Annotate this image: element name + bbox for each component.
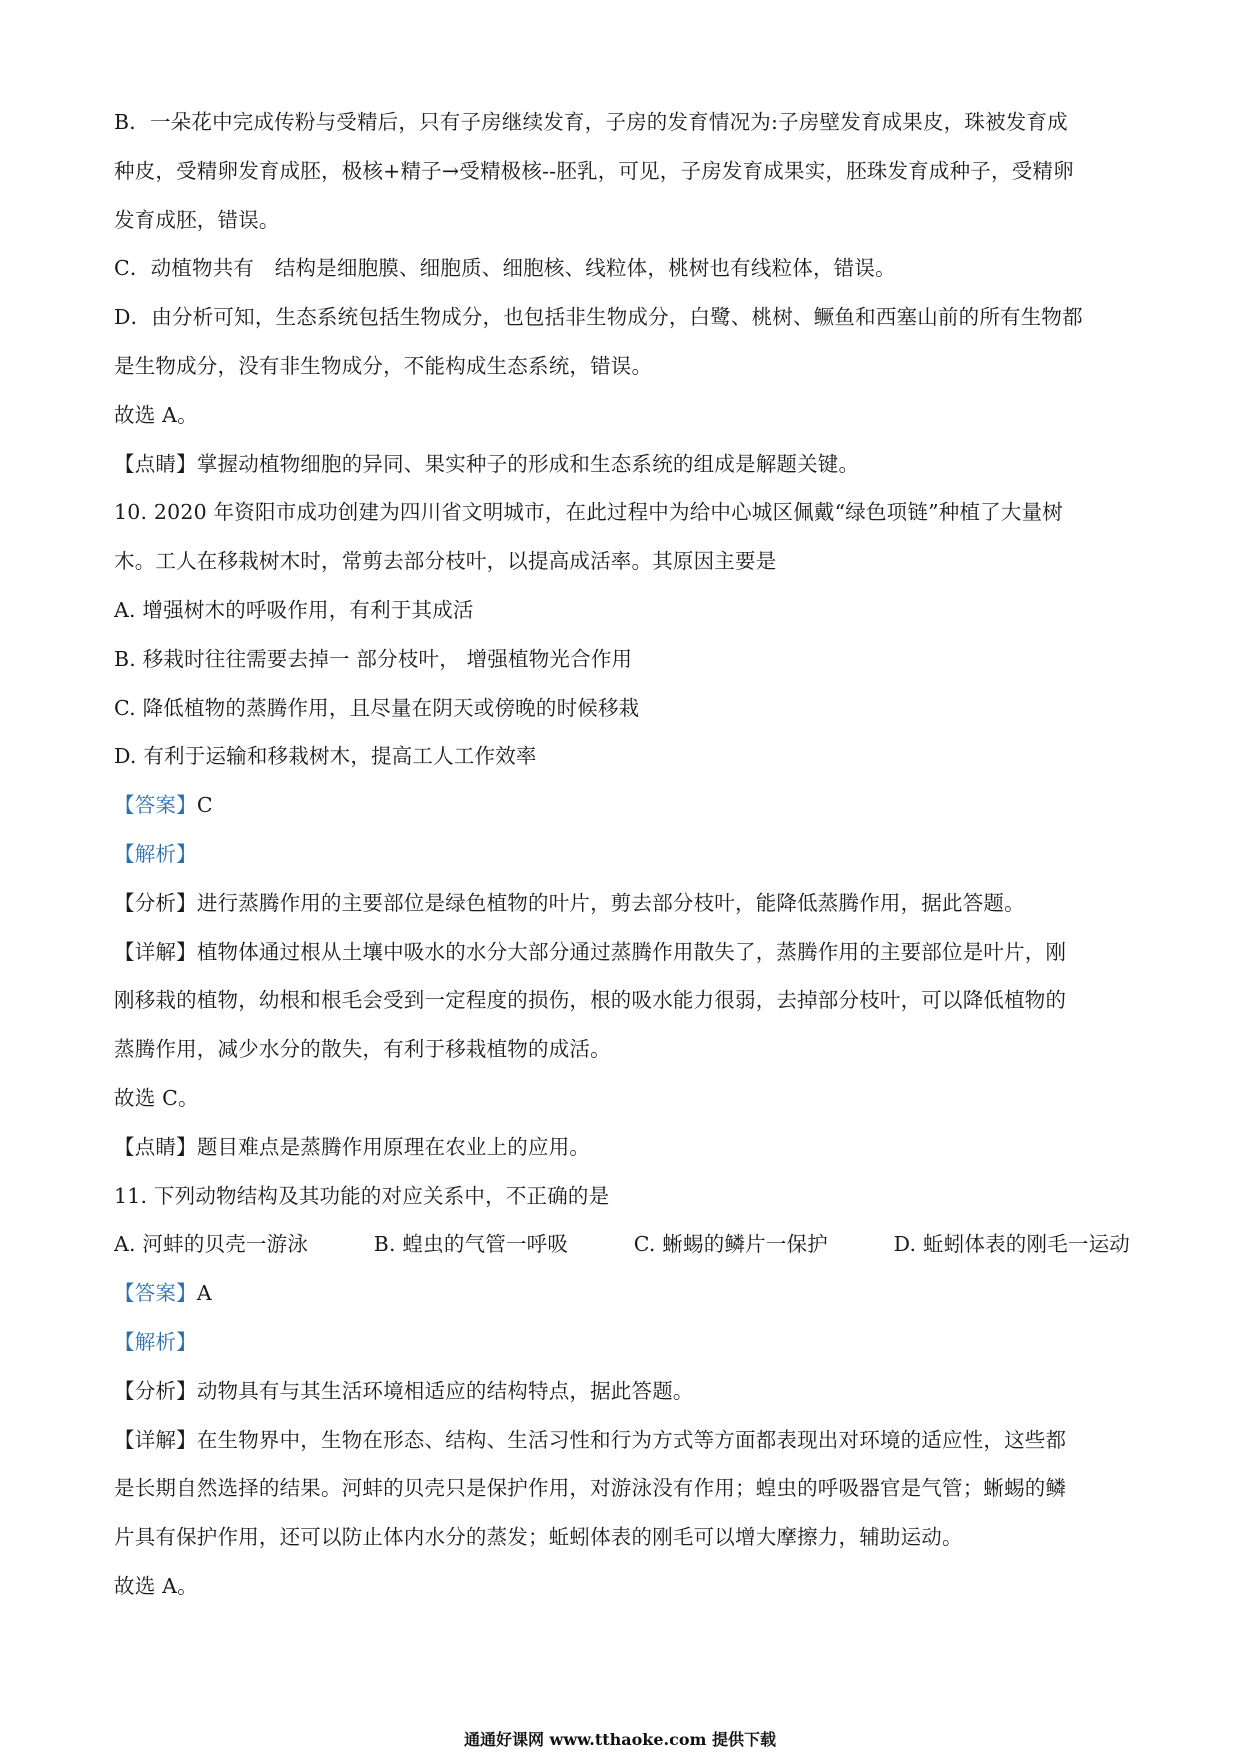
q11-choose: 故选 A。 [114,1573,198,1598]
page-footer: 通通好课网 www.tthaoke.com 提供下载 [463,1730,777,1749]
q11-detail-line-1 [114,1416,1130,1465]
option-b-explanation-line-1: B．一朵花中完成传粉与受精后，只有子房继续发育，子房的发育情况为:子房壁发育成果皮，珠被发育成 [114,110,1068,134]
q10-note [114,1123,1130,1172]
q10-fenxi [114,879,1130,928]
fenxi-tag: 【分析】 [114,1378,197,1403]
q11-detail-line-3: 片具有保护作用，还可以防止体内水分的蒸发；蚯蚓体表的刚毛可以增大摩擦力，辅助运动。 [114,1525,963,1550]
q10-detail-line-1 [114,928,1130,977]
answer-tag: 【答案】 [114,793,197,818]
document-page [114,98,1130,1611]
q11-analysis-heading [114,1318,1130,1367]
q11-option-a: A. 河蚌的贝壳一游泳 [114,1232,309,1257]
fenxi-tag: 【分析】 [114,890,197,915]
fenxi-text: 进行蒸腾作用的主要部位是绿色植物的叶片，剪去部分枝叶，能降低蒸腾作用，据此答题。 [196,890,1025,915]
q11-options-row [114,1220,1130,1269]
q11-option-d: D. 蚯蚓体表的刚毛一运动 [893,1232,1130,1257]
q10-detail-line-2: 刚移栽的植物，幼根和根毛会受到一定程度的损伤，根的吸水能力很弱，去掉部分枝叶，可以降低植物的 [114,988,1067,1013]
answer-value: C [196,793,213,818]
option-b-explanation-line-2: 种皮，受精卵发育成胚，极核+精子→受精极核--胚乳，可见，子房发育成果实，胚珠发育成种子，受精卵 [114,158,1074,183]
option-d-explanation-line-2: 是生物成分，没有非生物成分，不能构成生态系统，错误。 [114,353,653,378]
q9-note [114,440,1130,489]
detail-text: 在生物界中，生物在形态、结构、生活习性和行为方式等方面都表现出对环境的适应性，这些都 [196,1427,1067,1452]
detail-tag: 【详解】 [114,939,197,964]
option-b-explanation-line-3: 发育成胚，错误。 [114,207,280,232]
q10-option-b: B. 移栽时往往需要去掉一 部分枝叶， 增强植物光合作用 [114,646,633,671]
q11-stem: 11. 下列动物结构及其功能的对应关系中，不正确的是 [114,1183,610,1208]
detail-tag: 【详解】 [114,1427,197,1452]
analysis-tag: 【解析】 [114,1329,197,1354]
q11-fenxi [114,1367,1130,1416]
fenxi-text: 动物具有与其生活环境相适应的结构特点，据此答题。 [196,1378,694,1403]
answer-tag: 【答案】 [114,1281,197,1306]
q10-stem-line-2: 木。工人在移栽树木时，常剪去部分枝叶，以提高成活率。其原因主要是 [114,549,777,574]
q11-option-b: B. 蝗虫的气管一呼吸 [373,1232,569,1257]
detail-text: 植物体通过根从土壤中吸水的水分大部分通过蒸腾作用散失了，蒸腾作用的主要部位是叶片，刚 [196,939,1067,964]
q11-answer [114,1269,1130,1318]
q10-option-a: A. 增强树木的呼吸作用，有利于其成活 [114,597,474,622]
q10-answer [114,781,1130,830]
analysis-tag: 【解析】 [114,841,197,866]
note-text: 掌握动植物细胞的异同、果实种子的形成和生态系统的组成是解题关键。 [196,451,860,476]
q11-detail-line-2: 是长期自然选择的结果。河蚌的贝壳只是保护作用，对游泳没有作用；蝗虫的呼吸器官是气管；蜥蜴的鳞 [114,1476,1067,1501]
q11-option-c: C. 蜥蜴的鳞片一保护 [633,1232,828,1257]
q10-choose: 故选 C。 [114,1085,199,1110]
answer-value: A [196,1281,212,1306]
q10-analysis-heading [114,830,1130,879]
q10-option-c: C. 降低植物的蒸腾作用，且尽量在阴天或傍晚的时候移栽 [114,695,640,720]
q10-option-d: D. 有利于运输和移栽树木，提高工人工作效率 [114,744,537,769]
option-c-explanation: C．动植物共有 结构是细胞膜、细胞质、细胞核、线粒体，桃树也有线粒体，错误。 [114,256,896,281]
option-d-explanation-line-1: D．由分析可知，生态系统包括生物成分，也包括非生物成分，白鹭、桃树、鳜鱼和西塞山前的所有生物都 [114,305,1083,330]
note-tag: 【点睛】 [114,451,197,476]
q9-choose: 故选 A。 [114,402,198,427]
note-text: 题目难点是蒸腾作用原理在农业上的应用。 [196,1134,591,1159]
note-tag: 【点睛】 [114,1134,197,1159]
q10-stem-line-1: 10. 2020 年资阳市成功创建为四川省文明城市，在此过程中为给中心城区佩戴“绿色项链”种植了大量树 [114,500,1063,525]
q10-detail-line-3: 蒸腾作用，减少水分的散失，有利于移栽植物的成活。 [114,1037,611,1062]
